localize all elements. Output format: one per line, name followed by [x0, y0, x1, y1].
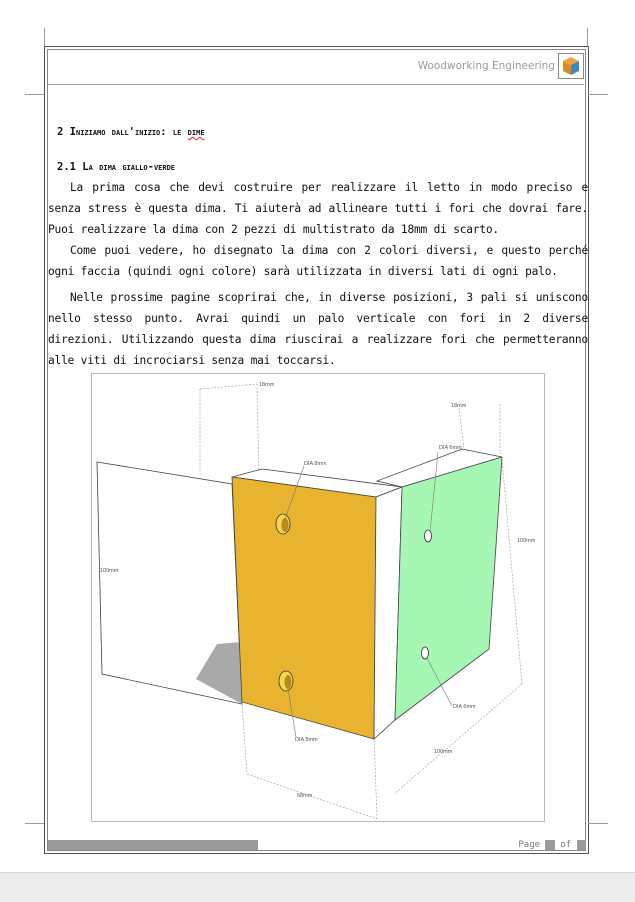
paragraph-1 [48, 177, 588, 240]
jig-drawing [92, 374, 544, 821]
dim-label: DIA 8mm [304, 461, 327, 467]
subsection-number: 2.1 [57, 161, 76, 173]
green-face [395, 457, 502, 720]
section-title-underlined: dime [187, 126, 205, 138]
crop-mark [587, 28, 588, 46]
hole [422, 647, 429, 659]
crop-mark [25, 823, 44, 824]
dim-label: 100mm [434, 749, 453, 755]
window-bottom-strip [0, 872, 635, 902]
paragraph-3 [48, 287, 588, 371]
section-heading [57, 126, 205, 138]
dim-label: DIA 6mm [439, 445, 462, 451]
footer [48, 840, 586, 852]
footer-page-label: Page [518, 840, 541, 850]
crop-mark [588, 94, 608, 95]
paragraph-text: La prima cosa che devi costruire per realizzare il letto in modo preciso e senza stress è questa dima. Ti aiuterà ad allineare tutti i fori che dovrai fare. Puoi realizzare la dima con 2 pezzi di multistrato da 18mm di scarto. [48, 181, 588, 236]
yellow-face [232, 477, 376, 739]
footer-of-label: of [560, 840, 572, 850]
header-title: Woodworking Engineering [417, 60, 555, 72]
crop-mark [25, 94, 44, 95]
dim-label: DIA 6mm [453, 704, 476, 710]
footer-filename: [Letto a castello.odt - ver. 01 - 1.0] [50, 840, 256, 850]
dim-label: 18mm [259, 382, 275, 388]
crop-mark [44, 28, 45, 46]
header-divider [48, 84, 584, 85]
dim-label: 68mm [297, 793, 313, 799]
paragraph-2 [48, 240, 588, 282]
dim-label: 18mm [451, 403, 467, 409]
dim-label: 100mm [517, 538, 536, 544]
dim-label: 100mm [100, 568, 119, 574]
hole [425, 530, 432, 542]
paragraph-text: Come puoi vedere, ho disegnato la dima con 2 colori diversi, e questo perché ogni faccia (quindi ogni colore) sarà utilizzata in diversi lati di ogni palo. [48, 244, 588, 278]
footer-page-info [518, 840, 586, 850]
subsection-heading [57, 161, 175, 173]
jig-figure [91, 373, 545, 822]
section-number: 2 [57, 126, 64, 138]
cube-logo-icon [559, 54, 583, 78]
dim-label: DIA 8mm [295, 737, 318, 743]
subsection-title: La dima giallo-verde [82, 161, 176, 173]
crop-mark [588, 823, 608, 824]
logo [558, 53, 584, 79]
section-title: Iniziamo dall'inizio: le [69, 126, 188, 138]
paragraph-text: Nelle prossime pagine scoprirai che, in diverse posizioni, 3 pali si uniscono nello stesso punto. Avrai quindi un palo verticale con fori in 2 diverse direzioni. Utilizzando questa dima riuscirai a realizzare fori che permetteranno alle viti di incrociarsi senza mai toccarsi. [48, 291, 588, 367]
